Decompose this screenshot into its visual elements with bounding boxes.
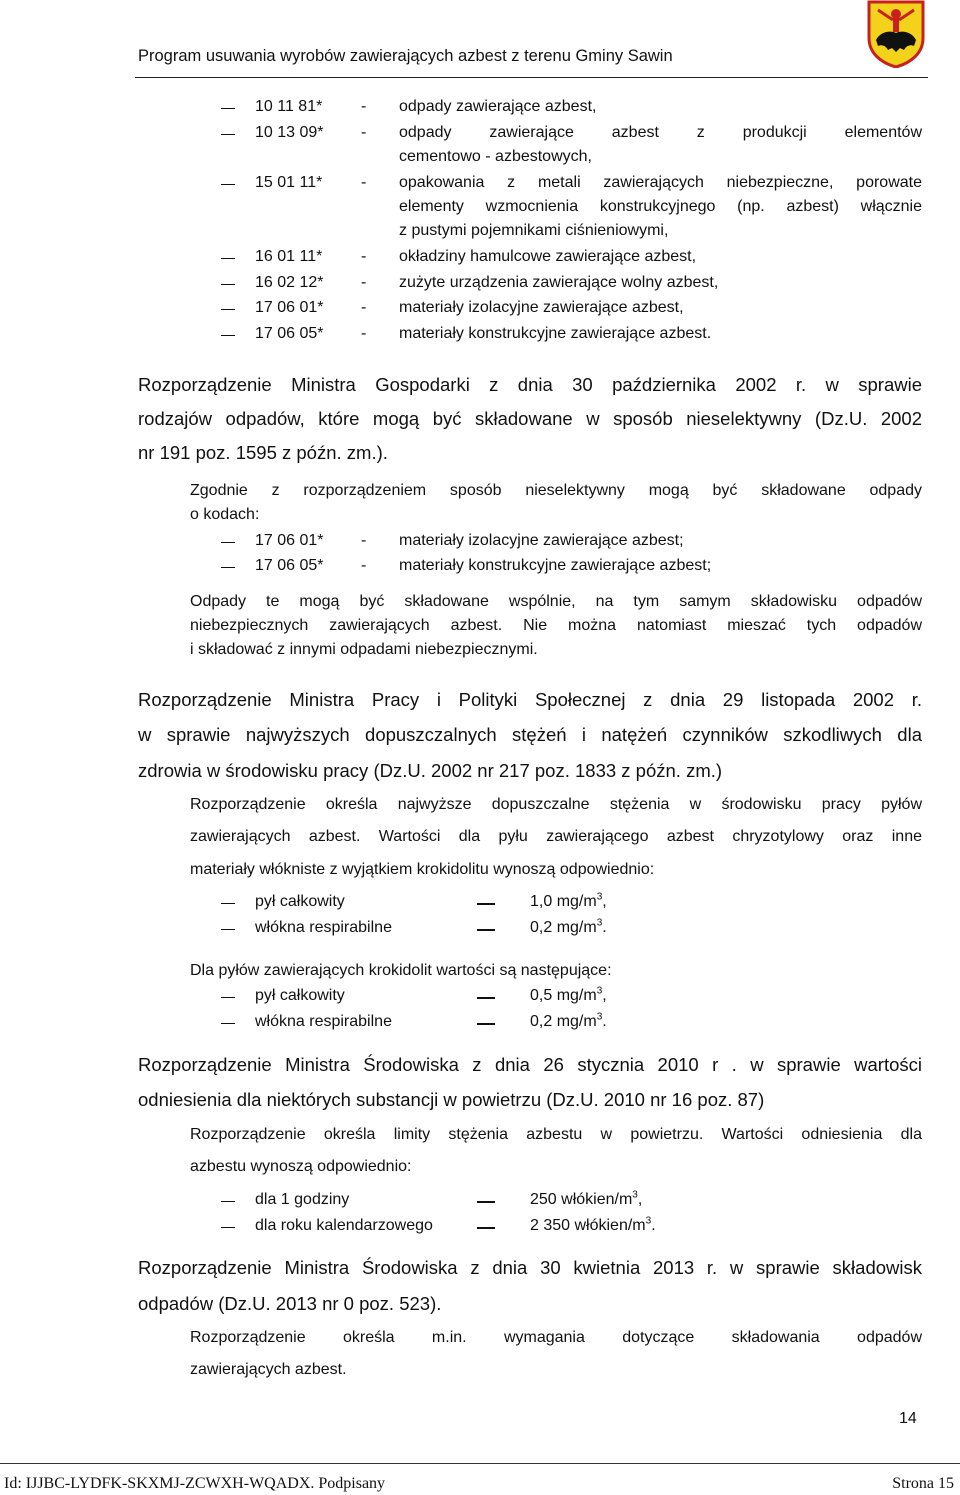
paragraph-text: Rozporządzenie określa m.in. wymagania dotyczące składowania odpadów <box>190 1329 922 1346</box>
list-dash <box>221 258 235 259</box>
limit-value: 2 350 włókien/$m^3$. <box>530 1215 656 1234</box>
paragraph-text: i składować z innymi odpadami niebezpiecznymi. <box>190 641 538 658</box>
paragraph-text: Zgodnie z rozporządzeniem sposób nieselektywny mogą być składowane odpady <box>190 482 922 499</box>
waste-description: odpady zawierające azbest, <box>399 98 597 115</box>
waste-description: odpady zawierające azbest z produkcji elementów <box>399 124 922 141</box>
value-dash <box>477 1023 495 1025</box>
regulation-title: Rozporządzenie Ministra Pracy i Polityki Społecznej z dnia 29 listopada 2002 r. <box>138 689 922 710</box>
value-label: włókna respirabilne <box>255 1013 392 1030</box>
waste-code: 15 01 11* <box>255 174 323 191</box>
separator: - <box>361 557 367 574</box>
regulation-title: zdrowia w środowisku pracy (Dz.U. 2002 nr 217 poz. 1833 z późn. zm.) <box>138 760 723 781</box>
waste-description: z pustymi pojemnikami ciśnieniowymi, <box>399 222 669 239</box>
list-dash <box>221 284 235 285</box>
waste-code: 17 06 01* <box>255 532 324 549</box>
list-dash <box>221 335 235 336</box>
waste-code: 17 06 01* <box>255 299 324 316</box>
list-dash <box>221 997 235 998</box>
separator: - <box>361 124 367 141</box>
header-divider <box>135 77 928 78</box>
waste-description: materiały konstrukcyjne zawierające azbest; <box>399 557 712 574</box>
waste-code: 16 02 12* <box>255 274 324 291</box>
paragraph-text: niebezpiecznych zawierających azbest. Nie można natomiast mieszać tych odpadów <box>190 617 922 634</box>
list-dash <box>221 134 235 135</box>
waste-description: materiały izolacyjne zawierające azbest; <box>399 532 684 549</box>
list-dash <box>221 184 235 185</box>
paragraph-text: zawierających azbest. <box>190 1361 347 1378</box>
document-header-title: Program usuwania wyrobów zawierających azbest z terenu Gminy Sawin <box>138 47 673 65</box>
list-dash <box>221 1023 235 1024</box>
regulation-title: rodzajów odpadów, które mogą być składowane w sposób nieselektywny (Dz.U. 2002 <box>138 408 922 429</box>
list-dash <box>221 929 235 930</box>
paragraph-text: materiały włókniste z wyjątkiem krokidolitu wynoszą odpowiednio: <box>190 861 655 878</box>
list-dash <box>221 903 235 904</box>
value-label: dla roku kalendarzowego <box>255 1217 433 1234</box>
regulation-title: nr 191 poz. 1595 z późn. zm.). <box>138 442 388 463</box>
separator: - <box>361 532 367 549</box>
limit-value: 250 włókien/$m^3$, <box>530 1189 643 1208</box>
footer-divider <box>0 1463 960 1464</box>
document-id: Id: IJJBC-LYDFK-SKXMJ-ZCWXH-WQADX. Podpisany <box>4 1475 386 1492</box>
list-dash <box>221 108 235 109</box>
regulation-title: Rozporządzenie Ministra Środowiska z dnia 30 kwietnia 2013 r. w sprawie składowisk <box>138 1257 922 1278</box>
value-dash <box>477 997 495 999</box>
list-dash <box>221 309 235 310</box>
regulation-title: odpadów (Dz.U. 2013 nr 0 poz. 523). <box>138 1293 442 1314</box>
waste-description: zużyte urządzenia zawierające wolny azbest, <box>399 274 719 291</box>
limit-value: 0,2 $mg/m^3$. <box>530 917 607 936</box>
separator: - <box>361 325 367 342</box>
paragraph-text: zawierających azbest. Wartości dla pyłu zawierającego azbest chryzotylowy oraz inne <box>190 828 922 845</box>
value-dash <box>477 1201 495 1203</box>
paragraph-text: Rozporządzenie określa najwyższe dopuszczalne stężenia w środowisku pracy pyłów <box>190 796 922 813</box>
coat-of-arms-icon <box>866 0 926 68</box>
page-number: 14 <box>899 1410 917 1427</box>
separator: - <box>361 98 367 115</box>
waste-description: materiały konstrukcyjne zawierające azbest. <box>399 325 712 342</box>
paragraph-text: Rozporządzenie określa limity stężenia azbestu w powietrzu. Wartości odniesienia dla <box>190 1126 922 1143</box>
value-dash <box>477 929 495 931</box>
waste-code: 10 11 81* <box>255 98 323 115</box>
value-label: pył całkowity <box>255 987 345 1004</box>
regulation-title: odniesienia dla niektórych substancji w powietrzu (Dz.U. 2010 nr 16 poz. 87) <box>138 1089 765 1110</box>
waste-description: opakowania z metali zawierających niebezpieczne, porowate <box>399 174 922 191</box>
separator: - <box>361 174 367 191</box>
value-dash <box>477 1227 495 1229</box>
limit-value: 0,2 $mg/m^3$. <box>530 1011 607 1030</box>
list-dash <box>221 567 235 568</box>
value-label: pył całkowity <box>255 893 345 910</box>
waste-description: elementy wzmocnienia konstrukcyjnego (np. azbest) włącznie <box>399 198 922 215</box>
waste-description: cementowo - azbestowych, <box>399 148 592 165</box>
value-label: dla 1 godziny <box>255 1191 350 1208</box>
paragraph-text: Odpady te mogą być składowane wspólnie, na tym samym składowisku odpadów <box>190 593 922 610</box>
waste-code: 17 06 05* <box>255 557 324 574</box>
regulation-title: Rozporządzenie Ministra Gospodarki z dnia 30 października 2002 r. w sprawie <box>138 374 922 395</box>
list-dash <box>221 1201 235 1202</box>
separator: - <box>361 274 367 291</box>
paragraph-text: Dla pyłów zawierających krokidolit wartości są następujące: <box>190 962 612 979</box>
waste-description: materiały izolacyjne zawierające azbest, <box>399 299 684 316</box>
value-dash <box>477 903 495 905</box>
regulation-title: Rozporządzenie Ministra Środowiska z dnia 26 stycznia 2010 r . w sprawie wartości <box>138 1054 922 1075</box>
list-dash <box>221 542 235 543</box>
footer-page-label: Strona 15 <box>892 1475 954 1492</box>
waste-description: okładziny hamulcowe zawierające azbest, <box>399 248 697 265</box>
list-dash <box>221 1227 235 1228</box>
separator: - <box>361 248 367 265</box>
separator: - <box>361 299 367 316</box>
limit-value: 1,0 $mg/m^3$, <box>530 891 607 910</box>
paragraph-text: o kodach: <box>190 506 260 523</box>
value-label: włókna respirabilne <box>255 919 392 936</box>
waste-code: 16 01 11* <box>255 248 323 265</box>
waste-code: 17 06 05* <box>255 325 324 342</box>
paragraph-text: azbestu wynoszą odpowiednio: <box>190 1158 412 1175</box>
waste-code: 10 13 09* <box>255 124 324 141</box>
limit-value: 0,5 $mg/m^3$, <box>530 985 607 1004</box>
regulation-title: w sprawie najwyższych dopuszczalnych stężeń i natężeń czynników szkodliwych dla <box>138 724 922 745</box>
